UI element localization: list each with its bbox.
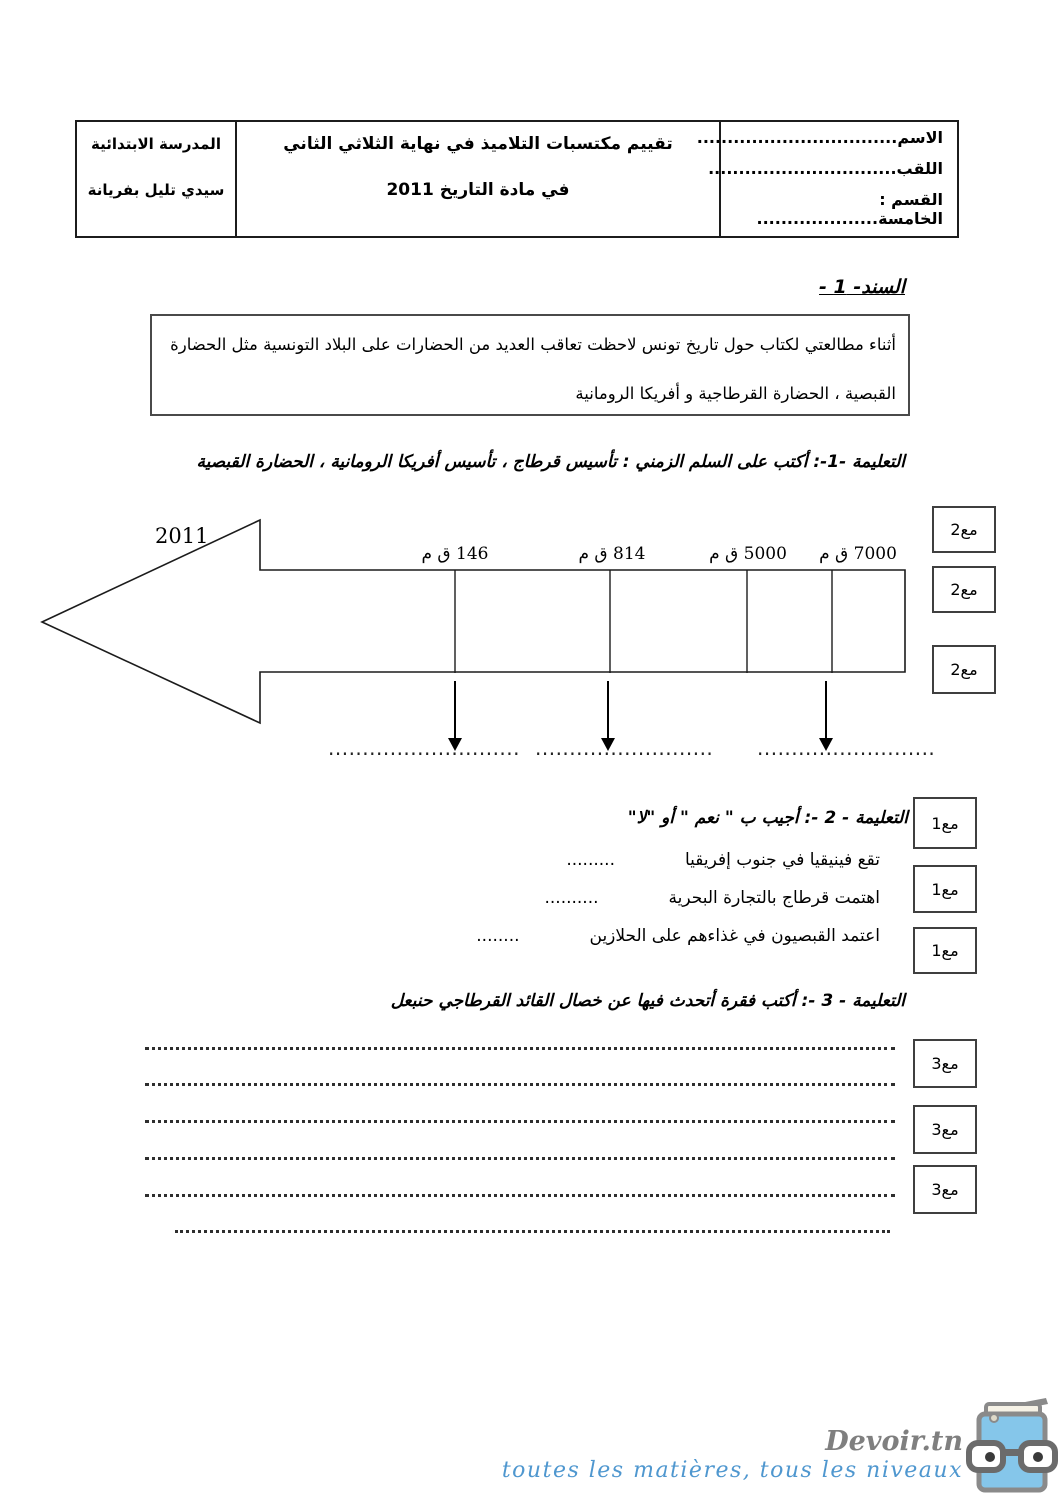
score-box-ex1-2: مع2 [932, 566, 996, 613]
school-cell [77, 122, 237, 236]
score-box-ex2-3: مع1 [913, 927, 977, 974]
student-surname-field: اللقب............................... [708, 159, 943, 178]
score-box-ex1-3: مع2 [932, 645, 996, 694]
question-line-1 [566, 850, 880, 870]
exercise3-instruction: التعليمة - 3 -: أكتب فقرة أتحدث فيها عن خصال القائد القرطاجي حنبعل [390, 991, 905, 1011]
question-3-text: اعتمد القبصيون في غذاءهم على الحلازين [589, 926, 880, 946]
answer-line-3 [145, 1120, 895, 1123]
school-name-line2: سيدي تليل بفريانة [87, 181, 225, 199]
timeline-tick-label-5000: 5000 ق م [709, 544, 787, 564]
score-box-ex2-1: مع1 [913, 797, 977, 849]
timeline-answer-blank-1: ............................ [328, 736, 521, 760]
header-table [75, 120, 959, 238]
question-2-blank: .......... [544, 888, 599, 908]
question-1-text: تقع فينيقيا في جنوب إفريقيا [684, 850, 880, 870]
student-name-field: الاسم................................. [696, 128, 943, 147]
question-2-text: اهتمت قرطاج بالتجارة البحرية [668, 888, 880, 908]
devoir-notebook-logo [966, 1396, 1058, 1496]
score-box-ex3-2: مع3 [913, 1105, 977, 1154]
timeline-tick-label-146: 146 ق م [421, 544, 489, 564]
exam-title-line1: تقييم مكتسبات التلاميذ في نهاية الثلاثي الثاني [283, 134, 673, 154]
student-class-field: القسم : الخامسة.................... [756, 190, 943, 228]
score-box-ex2-2: مع1 [913, 865, 977, 913]
score-box-ex1-1: مع2 [932, 506, 996, 553]
question-3-blank: ........ [476, 926, 520, 946]
exercise2-instruction: التعليمة - 2 -: أجيب ب " نعم " أو "لا" [627, 808, 908, 828]
timeline-tick-label-814: 814 ق م [578, 544, 646, 564]
support-text-box: أثناء مطالعتي لكتاب حول تاريخ تونس لاحظت تعاقب العديد من الحضارات على البلاد التونسية مثل الحضارة القبصية ، الحضارة القرطاجية و أفريكا الرومانية [150, 314, 910, 416]
timeline-answer-blank-3: .......................... [757, 736, 936, 760]
timeline-present-label: 2011 [155, 524, 209, 548]
question-line-2 [544, 888, 880, 908]
exercise1-instruction: التعليمة -1-: أكتب على السلم الزمني : تأسيس قرطاج ، تأسيس أفريكا الرومانية ، الحضارة القبصية [196, 452, 905, 472]
timeline-answer-blank-2: .......................... [535, 736, 714, 760]
student-info-cell [696, 122, 957, 236]
answer-line-2 [145, 1083, 895, 1086]
brand-wordmark: Devoir.tn [825, 1426, 963, 1457]
answer-line-6 [175, 1230, 890, 1233]
question-line-3 [476, 926, 880, 946]
score-box-ex3-3: مع3 [913, 1165, 977, 1214]
exam-title-line2: في مادة التاريخ 2011 [386, 180, 570, 200]
exam-title-cell [237, 122, 719, 236]
timeline-tick-label-7000: 7000 ق م [819, 544, 897, 564]
answer-line-5 [145, 1194, 895, 1197]
support-heading: السند- 1 - [819, 276, 905, 298]
score-box-ex3-1: مع3 [913, 1039, 977, 1088]
answer-line-1 [145, 1047, 895, 1050]
question-1-blank: ......... [566, 850, 615, 870]
brand-tagline: toutes les matières, tous les niveaux [501, 1458, 963, 1483]
school-name-line1: المدرسة الابتدائية [91, 135, 221, 153]
answer-line-4 [145, 1157, 895, 1160]
